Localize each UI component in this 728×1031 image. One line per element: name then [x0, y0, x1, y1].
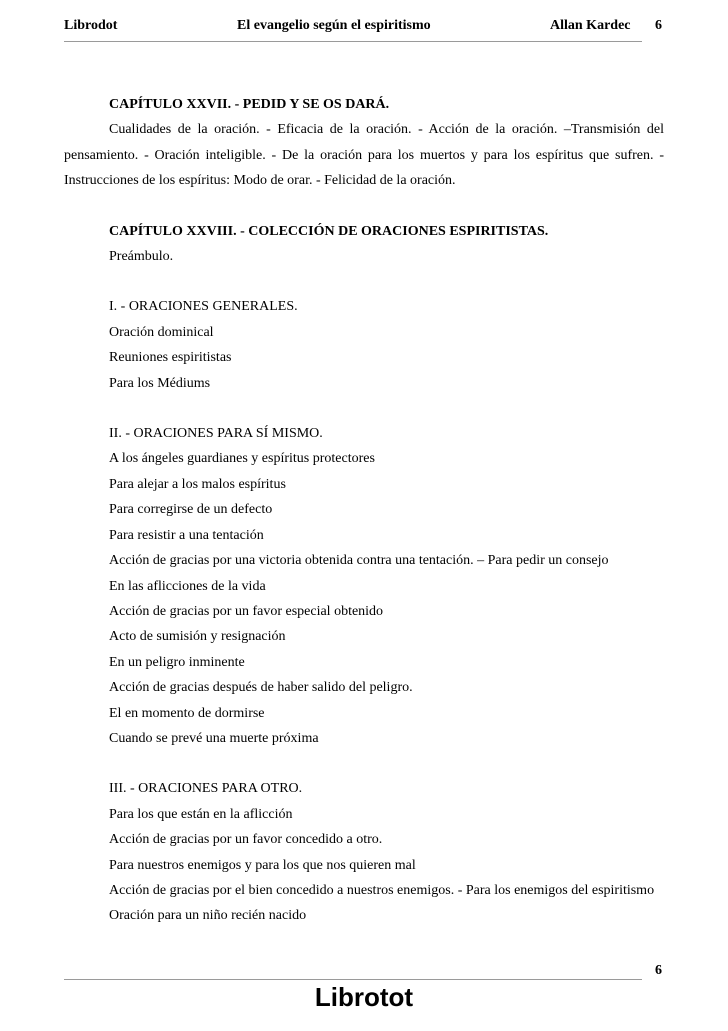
list-item: A los ángeles guardianes y espíritus protectores — [109, 451, 375, 467]
list-item: Para corregirse de un defecto — [109, 502, 273, 518]
footer-page-number: 6 — [655, 963, 662, 978]
list-item: El en momento de dormirse — [109, 705, 265, 721]
list-item: Cuando se prevé una muerte próxima — [109, 730, 319, 746]
header-site-name: Librodot — [64, 18, 118, 33]
page-header — [64, 18, 664, 40]
header-page-number: 6 — [655, 18, 662, 33]
spacer — [64, 194, 664, 219]
list-item: Oración para un niño recién nacido — [109, 908, 307, 924]
list-item: En un peligro inminente — [109, 654, 245, 670]
list-item: Para nuestros enemigos y para los que nos quieren mal — [109, 857, 416, 873]
spacer — [64, 751, 664, 776]
list-item: Acción de gracias por el bien concedido a nuestros enemigos. - Para los enemigos del espiritismo — [109, 882, 655, 898]
list-item: Acción de gracias por un favor concedido a otro. — [109, 832, 383, 848]
list-item: Acción de gracias después de haber salido del peligro. — [109, 680, 413, 696]
list-item: Para los que están en la aflicción — [109, 806, 293, 822]
footer-brand-logo: Librotot — [314, 982, 414, 1012]
spacer — [64, 396, 664, 421]
list-item: Oración dominical — [109, 324, 214, 340]
header-book-title: El evangelio según el espiritismo — [237, 18, 431, 33]
section-3-title: III. - ORACIONES PARA OTRO. — [109, 781, 303, 797]
list-item: Acción de gracias por un favor especial obtenido — [109, 603, 384, 619]
list-item: Acción de gracias por una victoria obtenida contra una tentación. – Para pedir un consejo — [109, 553, 609, 569]
spacer — [64, 269, 664, 294]
list-item: Para los Médiums — [109, 375, 211, 391]
chapter-27-title: CAPÍTULO XXVII. - PEDID Y SE OS DARÁ. — [109, 97, 390, 112]
document-body — [64, 92, 664, 929]
header-author: Allan Kardec — [550, 18, 631, 33]
list-item: Reuniones espiritistas — [109, 350, 232, 366]
chapter-28-preamble: Preámbulo. — [109, 249, 174, 265]
list-item: En las aflicciones de la vida — [109, 578, 266, 594]
section-1-title: I. - ORACIONES GENERALES. — [109, 299, 298, 315]
chapter-27-summary: Cualidades de la oración. - Eficacia de la oración. - Acción de la oración. –Transmisión del pensamiento. - Oración inteligible. - De la oración para los muertos y para los espíritus que sufren. - Instrucciones de los espíritus: Modo de orar. - Felicidad de la oración. — [64, 122, 664, 189]
list-item: Acto de sumisión y resignación — [109, 629, 286, 645]
header-divider — [64, 41, 642, 42]
chapter-28-title: CAPÍTULO XXVIII. - COLECCIÓN DE ORACIONES ESPIRITISTAS. — [109, 223, 549, 239]
list-item: Para alejar a los malos espíritus — [109, 476, 286, 492]
list-item: Para resistir a una tentación — [109, 527, 264, 543]
section-2-title: II. - ORACIONES PARA SÍ MISMO. — [109, 426, 323, 442]
